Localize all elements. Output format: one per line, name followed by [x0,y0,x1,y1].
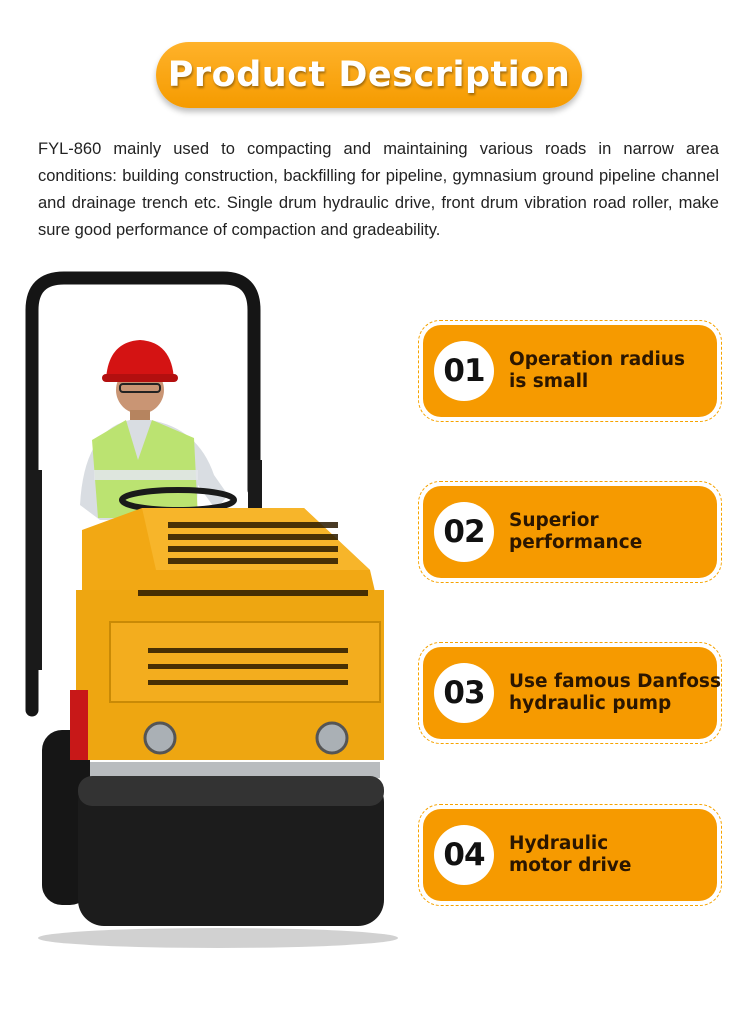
feature-line-2: hydraulic pump [509,693,672,714]
feature-card-body [423,325,717,417]
feature-number-badge: 02 [434,502,494,562]
feature-card-body [423,809,717,901]
feature-text [509,349,711,393]
feature-text [509,671,721,715]
feature-number-badge: 01 [434,341,494,401]
feature-number-badge: 03 [434,663,494,723]
feature-line-1: Operation radius [509,349,686,370]
title-banner [156,42,582,108]
feature-line-1: Superior [509,510,599,531]
feature-line-2: is small [509,371,589,392]
feature-text [509,833,711,877]
feature-number-badge: 04 [434,825,494,885]
feature-card-4 [418,804,722,906]
feature-text [509,510,711,554]
product-description: FYL-860 mainly used to compacting and maintaining various roads in narrow area conditions: building construction, backfilling for pipeline, gymnasium ground pipeline channel and drainage trench etc. Single drum hydraulic drive, front drum vibration road roller, make sure good performance of compaction and gradeability. [38,140,719,239]
feature-card-body [423,486,717,578]
feature-card-body [423,647,721,739]
feature-card-2 [418,481,722,583]
page-title: Product Description [167,55,571,95]
road-roller-photo [18,270,398,960]
feature-line-1: Hydraulic [509,833,609,854]
feature-card-1 [418,320,722,422]
feature-line-1: Use famous Danfoss [509,671,721,692]
feature-card-3 [418,642,722,744]
feature-line-2: performance [509,532,643,553]
feature-line-2: motor drive [509,855,632,876]
